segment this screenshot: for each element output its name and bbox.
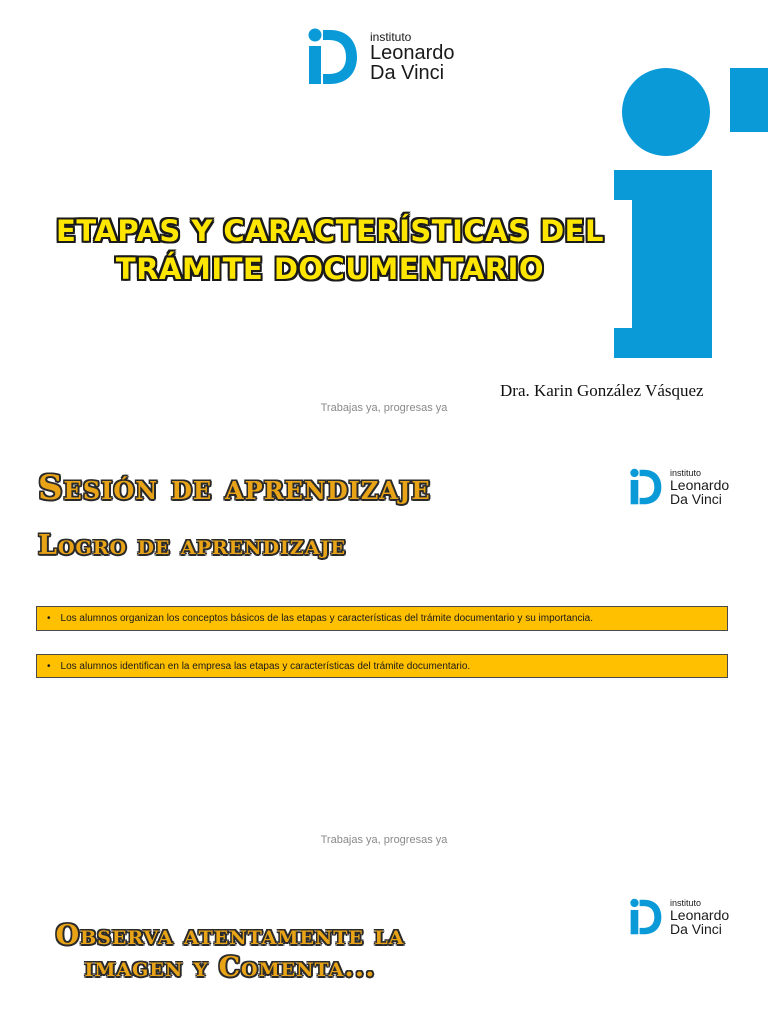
slide-session xyxy=(0,430,768,858)
large-id-logo-icon xyxy=(614,66,768,366)
observe-title-line1: Observa atentamente la xyxy=(55,920,405,951)
id-logo-icon xyxy=(308,28,358,86)
objective-box-1 xyxy=(36,606,728,631)
logo-line2: Da Vinci xyxy=(670,920,722,937)
id-logo-icon xyxy=(630,468,662,506)
bullet-dot: • xyxy=(47,613,51,624)
logo-line1: Leonardo xyxy=(670,476,730,493)
objective-box-2 xyxy=(36,654,728,678)
bullet-dot: • xyxy=(47,660,51,672)
slide1-title-line2: TRÁMITE DOCUMENTARIO xyxy=(115,252,545,286)
observe-title-line2: imagen y Comenta... xyxy=(84,952,376,983)
institute-logo xyxy=(308,28,455,86)
logo-line1: Leonardo xyxy=(370,42,455,64)
logo-small-text: instituto xyxy=(670,897,702,908)
achievement-subtitle: Logro de aprendizaje xyxy=(38,530,346,561)
logo-line1: Leonardo xyxy=(670,906,730,923)
author-name: Dra. Karin González Vásquez xyxy=(500,381,704,400)
slide1-title xyxy=(40,212,620,288)
institute-logo-small xyxy=(630,898,729,936)
slide2-footer: Trabajas ya, progresas ya xyxy=(320,834,448,846)
institute-logo-small xyxy=(630,468,729,506)
objective-text-2: Los alumnos identifican en la empresa las etapas y características del trámite documentario. xyxy=(60,660,471,672)
logo-small-text: instituto xyxy=(670,467,702,478)
slide1-title-line1: ETAPAS Y CARACTERÍSTICAS DEL xyxy=(56,214,604,248)
slide1-footer: Trabajas ya, progresas ya xyxy=(320,402,448,414)
objective-text-1: Los alumnos organizan los conceptos básicos de las etapas y características del trámite documentario y su importancia. xyxy=(60,613,594,624)
slide-observe xyxy=(0,868,768,1024)
logo-line2: Da Vinci xyxy=(370,62,445,84)
logo-small-text: instituto xyxy=(370,30,412,44)
session-title: Sesión de aprendizaje xyxy=(38,468,431,508)
logo-line2: Da Vinci xyxy=(670,490,722,507)
slide-title xyxy=(0,0,768,420)
id-logo-icon xyxy=(630,898,662,936)
observe-title xyxy=(30,920,430,984)
